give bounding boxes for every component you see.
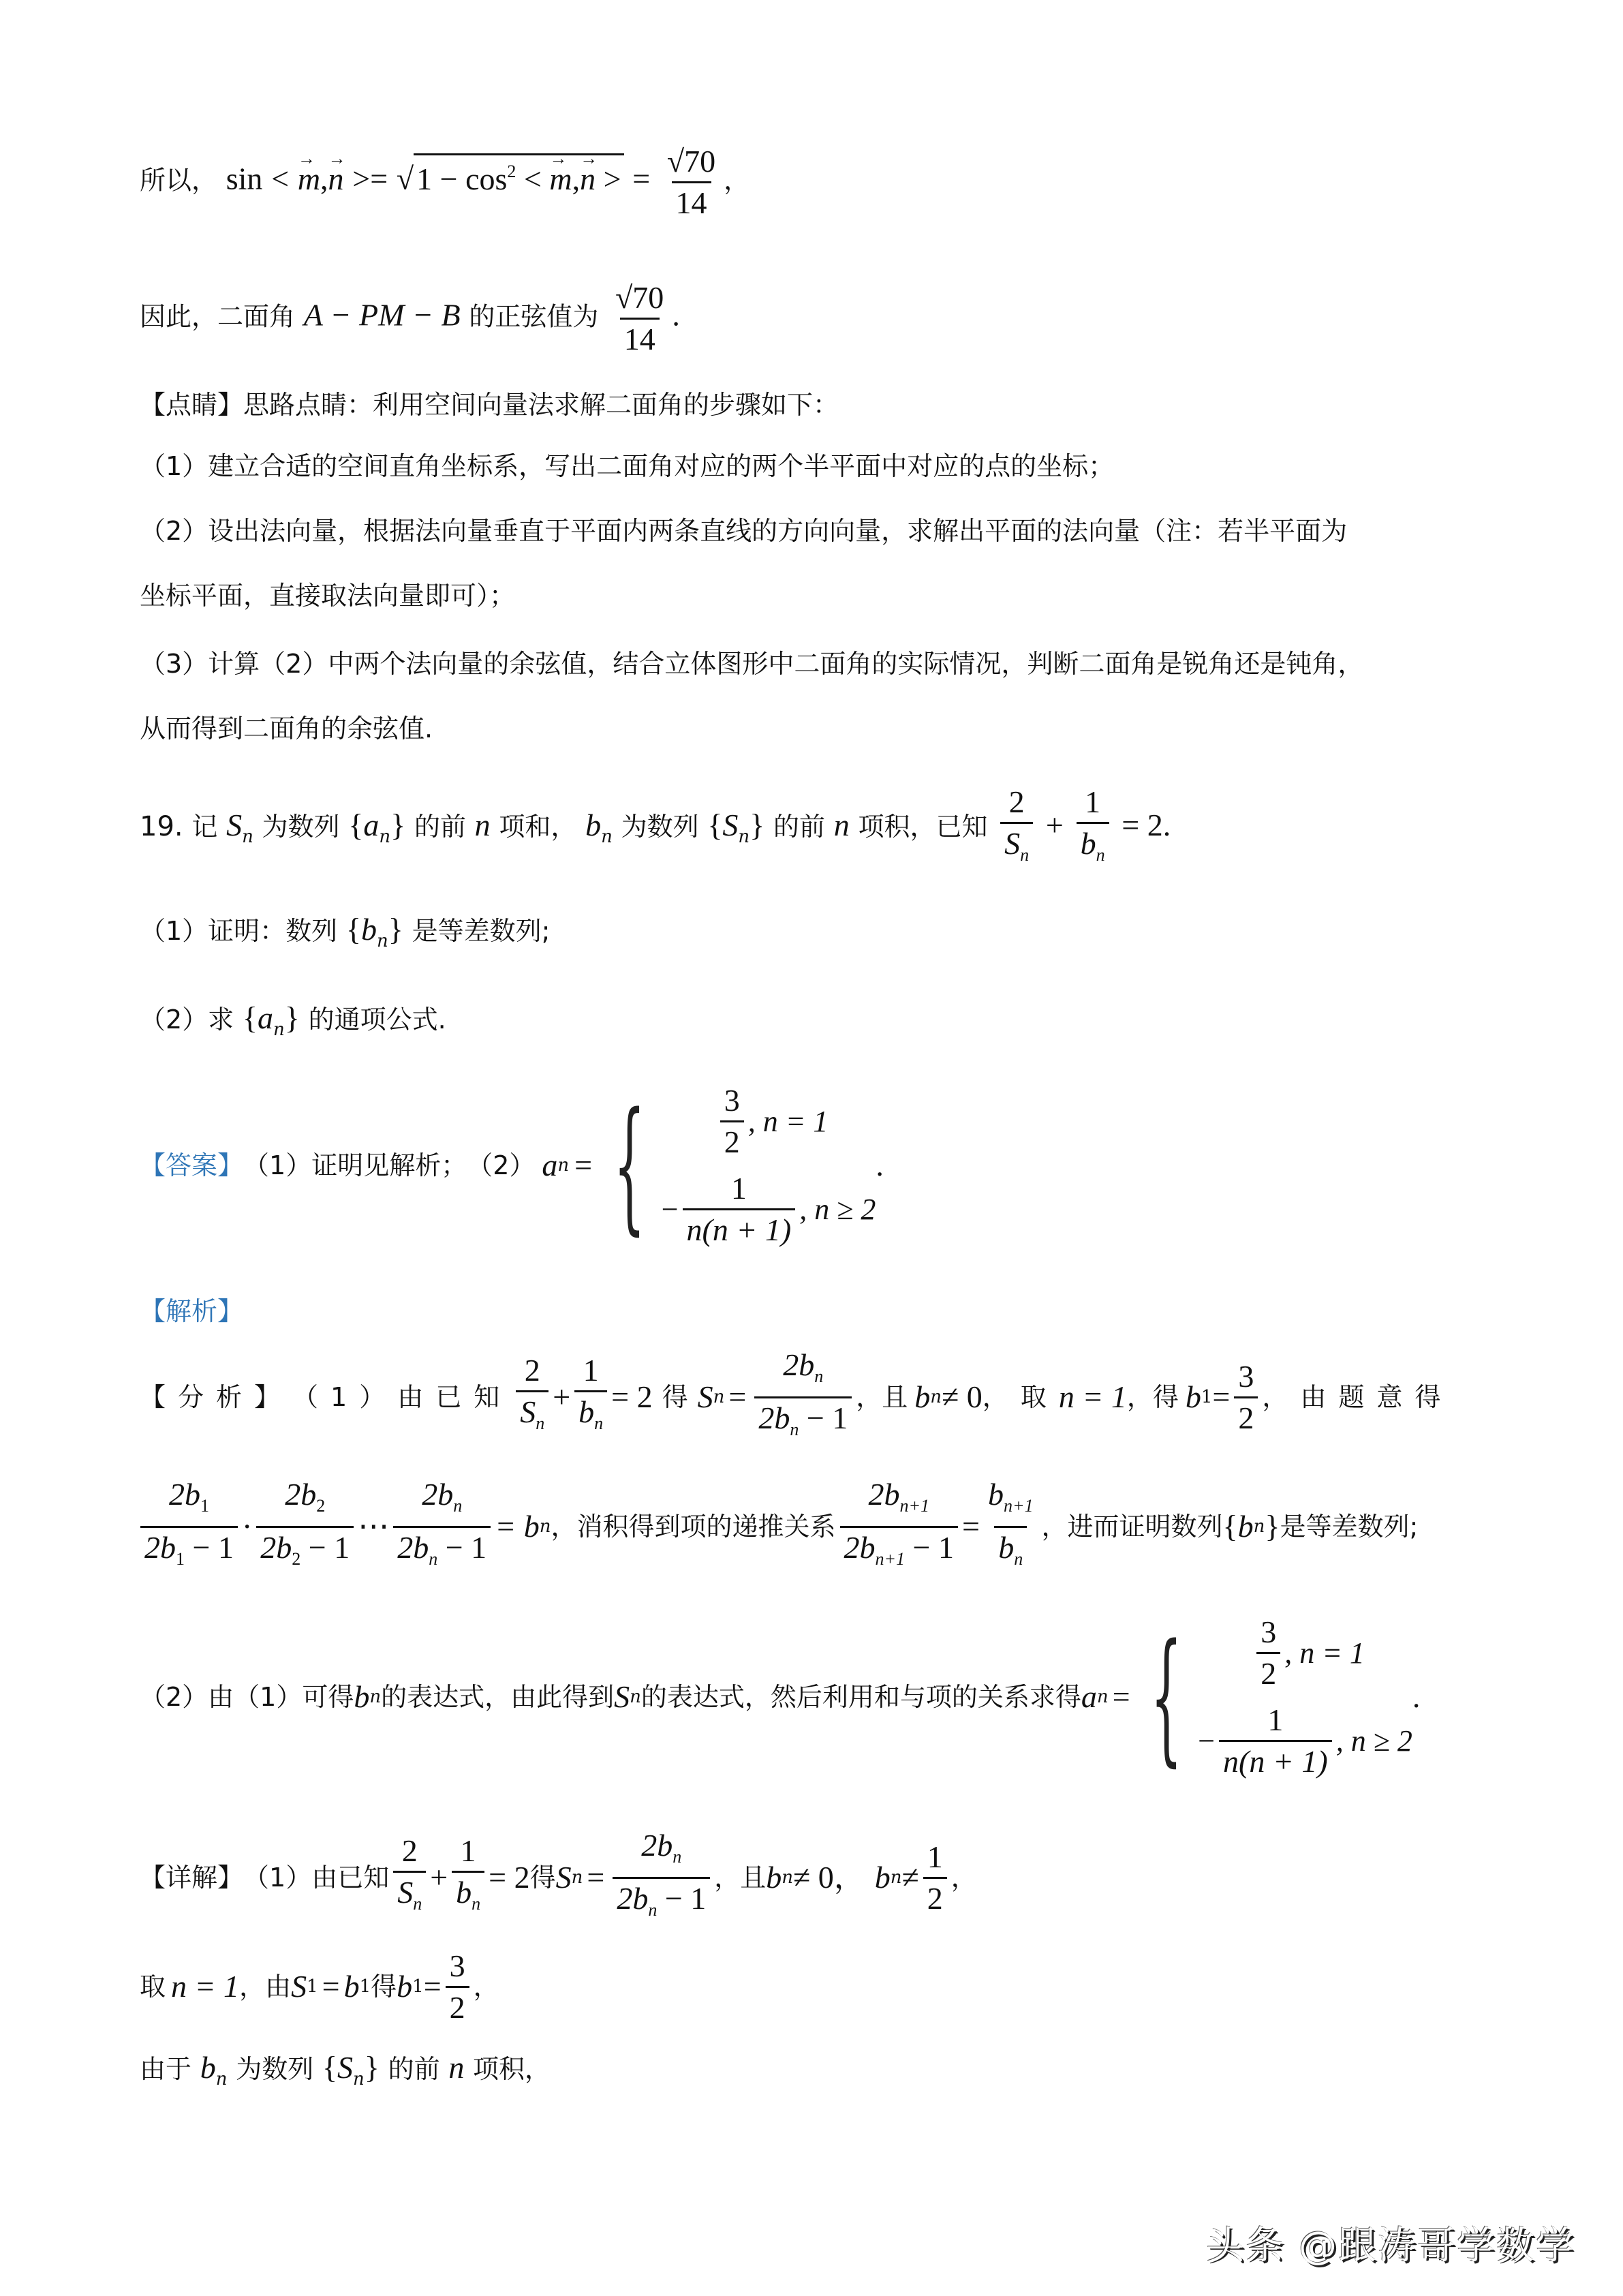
numerator: √70 <box>666 144 716 179</box>
tips-step-1: （1）建立合适的空间直角坐标系，写出二面角对应的两个半平面中对应的点的坐标； <box>140 451 1115 481</box>
left-brace-icon: { <box>1150 1613 1182 1780</box>
punct: . <box>672 297 680 333</box>
piecewise-formula <box>1134 1614 1412 1780</box>
subscript: n <box>353 2069 365 2090</box>
question-2: （2）求 $\{a_n\}$ 的通项公式. <box>140 1000 446 1040</box>
denominator: 2b <box>144 1529 176 1565</box>
subscript: n <box>1096 1687 1109 1707</box>
numerator: 2b <box>422 1476 454 1512</box>
text: （1）由已知 <box>292 1382 512 1412</box>
plus: + <box>430 1860 448 1895</box>
denominator: 2 <box>923 1877 947 1917</box>
punct: ， <box>473 1972 499 2002</box>
cos-term: 1 − cos <box>416 161 508 196</box>
subscript: n <box>738 827 750 847</box>
problem-19-statement: 19. 记 $S_n$ 为数列 $\{a_n\}$ 的前 n 项和， $b_n$ 为数列 $\{S_n\}$ 的前 n 项积，已知 $\frac{2}{S_n}$ + $\frac{1}{b_n}$ = 2. <box>140 784 1171 874</box>
subscript: n <box>594 1413 604 1433</box>
subscript: n <box>648 1899 658 1920</box>
numerator: b <box>987 1476 1004 1512</box>
vector-m: → m <box>549 163 572 196</box>
var-S: S <box>226 808 243 842</box>
subscript: n <box>215 2069 228 2090</box>
denominator: b <box>998 1529 1015 1565</box>
text: 得 <box>662 1382 688 1412</box>
var-b: b <box>585 808 602 842</box>
tips-step-2: （2）设出法向量，根据法向量垂直于平面内两条直线的方向向量，求解出平面的法向量（注：若半平面为 <box>140 516 1348 546</box>
denominator: 2 <box>720 1120 744 1161</box>
text: 因此，二面角 <box>140 301 296 332</box>
subscript: n <box>1014 1548 1023 1569</box>
denominator: 14 <box>620 318 660 358</box>
fenxi-line-1: 【分析】 （1）由已知 $\frac{2}{S_n}$ + $\frac{1}{b_n}$ = 2 得 S n = $\frac{2b_n}{2b_n - 1}$ ，且 b n ≠ 0 ，取 n = 1 ，得 b 1 = $\frac{3}{2}$ ，由题意得 <box>140 1356 1453 1438</box>
fraction-2-over-Sn <box>1000 784 1033 874</box>
subscript: n <box>377 931 388 951</box>
var-S: S <box>337 2050 354 2085</box>
subscript: n <box>429 1548 438 1569</box>
text: 项积，已知 <box>858 812 988 842</box>
var-S: S <box>555 1860 572 1895</box>
var-b: b <box>766 1860 782 1895</box>
sin-result-line <box>140 143 749 221</box>
subscript: n <box>1096 845 1105 865</box>
condition: , n ≥ 2 <box>1335 1724 1412 1758</box>
subscript: n <box>379 827 391 847</box>
equals: = <box>423 1969 442 2004</box>
denominator: 2b <box>397 1529 429 1565</box>
punct: . <box>876 1148 884 1182</box>
equals: = <box>728 1379 747 1414</box>
subscript: n <box>571 1867 583 1888</box>
text: 为数列 <box>236 2054 314 2084</box>
var-b: b <box>200 2050 216 2085</box>
condition: , n ≥ 2 <box>799 1192 876 1226</box>
text: 项积， <box>473 2054 551 2084</box>
detail-line-3: 由于 $b_n$ 为数列 $\{S_n\}$ 的前 n 项积， <box>140 2050 551 2090</box>
question-1: （1）证明：数列 $\{b_n\}$ 是等差数列; <box>140 912 551 951</box>
var-b: b <box>361 912 377 947</box>
square: 2 <box>507 161 516 181</box>
denominator: n(n + 1) <box>683 1208 796 1249</box>
text: （2） <box>467 1150 536 1180</box>
equals-2: = 2 <box>1122 808 1163 842</box>
angle-open: < <box>523 161 542 196</box>
var-a: a <box>258 1000 273 1035</box>
text: 的表达式，由此得到 <box>381 1682 615 1712</box>
subscript: n <box>539 1516 551 1537</box>
var-b: b <box>1185 1379 1201 1414</box>
denominator: 2 <box>446 1986 469 2026</box>
text: 得 <box>371 1972 397 2002</box>
tips-label: 【点睛】 <box>140 390 244 420</box>
fenxi-line-2: $\frac{2b_1}{2b_1 - 1}$ · $\frac{2b_2}{2b_2 - 1}$ ⋯ $\frac{2b_n}{2b_n - 1}$ = b n ，消积得到项的递推关系 $\frac{2b_{n+1}}{2b_{n+1} - 1}$ = $\frac{b_{n+1}}{b_n}$ ，进而证明数列 { b n } 是等差数列; <box>136 1486 1418 1567</box>
var-S: S <box>291 1969 307 2004</box>
denominator: 14 <box>672 181 711 221</box>
equals: = <box>1112 1679 1130 1714</box>
subscript: n <box>930 1387 942 1407</box>
denominator: n(n + 1) <box>1219 1740 1332 1780</box>
text: ，且 <box>714 1863 767 1893</box>
denominator: S <box>1004 826 1021 861</box>
subscript: n <box>790 1419 799 1439</box>
plus: + <box>1045 808 1064 842</box>
text: 记 <box>191 812 218 842</box>
var-S: S <box>697 1379 713 1414</box>
dihedral-sine-line <box>140 279 680 358</box>
angle-open: < <box>271 161 290 196</box>
text: 所以， <box>140 165 218 196</box>
subscript: n <box>472 1894 481 1914</box>
text: （1）证明见解析； <box>243 1150 467 1180</box>
text: （1）证明：数列 <box>140 916 338 946</box>
text: 的前 <box>773 812 825 842</box>
punct: ， <box>724 165 750 196</box>
condition: , n = 1 <box>1284 1636 1365 1670</box>
var-n: n <box>448 2050 465 2085</box>
tips-intro <box>140 388 839 421</box>
ellipsis: ⋯ <box>358 1509 390 1544</box>
subscript: n <box>890 1867 902 1888</box>
answer-line <box>140 1077 884 1254</box>
not-zero: ≠ 0， <box>793 1860 865 1895</box>
subscript: n <box>673 1846 682 1867</box>
denominator: 2b <box>617 1880 649 1916</box>
text: 的前 <box>388 2054 440 2084</box>
numerator: 2b <box>285 1476 317 1512</box>
subscript: n <box>630 1687 641 1707</box>
numerator: 3 <box>1261 1614 1277 1649</box>
numerator: 2b <box>868 1476 900 1512</box>
equals: = <box>574 1148 593 1182</box>
fraction-sqrt70-14 <box>663 143 720 221</box>
n-equals-1: n = 1 <box>171 1969 240 2004</box>
denominator: 2b <box>260 1529 292 1565</box>
numerator: 3 <box>1238 1358 1254 1394</box>
text: 的前 <box>414 812 466 842</box>
var-a: a <box>1081 1679 1097 1714</box>
tips-step-3-cont: 从而得到二面角的余弦值. <box>140 714 433 744</box>
denominator: 2 <box>1256 1652 1280 1692</box>
subscript: n <box>1020 845 1030 865</box>
equals-2: = 2 <box>611 1379 653 1414</box>
fraction-sqrt70-14 <box>611 279 668 358</box>
denominator: b <box>578 1394 595 1429</box>
subscript: n <box>536 1413 545 1433</box>
subscript: n <box>413 1894 422 1914</box>
text: ，消积得到项的递推关系 <box>551 1512 836 1542</box>
sqrt-icon: √ <box>396 161 414 196</box>
subscript: n <box>273 1020 285 1040</box>
var-n: n <box>833 808 850 842</box>
equals: = <box>1212 1379 1231 1414</box>
punct: ， <box>950 1863 977 1893</box>
denominator: b <box>1080 826 1096 861</box>
equals-2: = 2 <box>489 1860 530 1895</box>
equals: = <box>962 1509 980 1544</box>
sqrt-body: $1 - \cos^2$ < → m,→ n > <box>414 153 623 196</box>
var-a: a <box>542 1148 558 1182</box>
var-S: S <box>722 808 739 842</box>
denominator: b <box>456 1875 472 1910</box>
left-brace-icon: { <box>613 1082 646 1249</box>
text: ，进而证明数列 <box>1041 1512 1223 1542</box>
subscript: n <box>601 827 613 847</box>
var-b: b <box>354 1679 370 1714</box>
minus: − <box>1198 1724 1216 1758</box>
tips-step-2-cont: 坐标平面，直接取法向量即可）； <box>140 581 516 611</box>
not-equal: ≠ <box>901 1860 919 1895</box>
var-b: b <box>914 1379 931 1414</box>
text: 的正弦值为 <box>469 301 599 332</box>
text: 是等差数列; <box>1280 1512 1419 1542</box>
numerator: 1 <box>583 1353 599 1388</box>
detail-line-1: 【详解】 （1）由已知 $\frac{2}{S_n}$ + $\frac{1}{b_n}$ = 2 得 S n = $\frac{2b_n}{2b_n - 1}$ ，且 b n ≠ 0， b n ≠ $\frac{1}{2}$ ， <box>140 1833 977 1922</box>
denominator: 2 <box>1234 1396 1258 1437</box>
subscript: n <box>782 1867 794 1888</box>
numerator: 2 <box>1008 784 1025 819</box>
minus: − <box>661 1192 679 1226</box>
numerator: 2b <box>783 1347 815 1382</box>
not-zero: ≠ 0 <box>942 1379 983 1414</box>
vector-n: → n <box>580 163 596 196</box>
numerator: 2b <box>168 1476 200 1512</box>
subscript: n <box>713 1387 725 1407</box>
numerator: 1 <box>730 1171 747 1206</box>
numerator: 1 <box>460 1833 476 1868</box>
numerator: 1 <box>927 1839 943 1874</box>
vector-m: → m <box>298 163 320 196</box>
equals: = <box>587 1860 605 1895</box>
var-b: b <box>1237 1509 1254 1544</box>
tips-step-3: （3）计算（2）中两个法向量的余弦值，结合立体图形中二面角的实际情况，判断二面角是锐角还是钝角， <box>140 649 1364 679</box>
subscript: n <box>557 1155 570 1176</box>
plus: + <box>553 1379 571 1414</box>
numerator: √70 <box>615 280 664 315</box>
n-equals-1: n = 1 <box>1058 1379 1127 1414</box>
punct: . <box>1162 808 1171 842</box>
text: 是等差数列; <box>412 916 551 946</box>
comma: , <box>320 161 328 196</box>
detail-label: 【详解】 <box>140 1863 244 1893</box>
var-S: S <box>614 1679 630 1714</box>
denominator: S <box>520 1394 536 1429</box>
subscript: n <box>453 1495 463 1516</box>
text: （2）由（1）可得 <box>140 1682 354 1712</box>
angle-close-eq: >= <box>352 161 388 196</box>
var-b: b <box>397 1969 413 2004</box>
equals-bn: = b <box>495 1509 540 1544</box>
dihedral-expr: A − PM − B <box>303 297 461 333</box>
fenxi-line-3 <box>140 1608 1420 1786</box>
numerator: 2b <box>641 1827 673 1863</box>
fraction-1-over-bn <box>1077 784 1109 874</box>
minus-1: − 1 <box>799 1400 848 1435</box>
numerator: 2 <box>524 1353 540 1388</box>
numerator: 3 <box>724 1083 740 1118</box>
numerator: 1 <box>1267 1702 1284 1737</box>
text: （1）由已知 <box>243 1863 390 1893</box>
text: 为数列 <box>621 812 699 842</box>
text: ，得 <box>1126 1382 1179 1412</box>
var-a: a <box>363 808 380 842</box>
sin-fn: sin <box>226 161 263 196</box>
numerator: 1 <box>1085 784 1101 819</box>
text: （2）求 <box>140 1005 234 1035</box>
text: ，由 <box>239 1972 292 2002</box>
text: 的表达式，然后利用和与项的关系求得 <box>640 1682 1081 1712</box>
var-b: b <box>874 1860 891 1895</box>
numerator: 2 <box>401 1833 418 1868</box>
text: 得 <box>529 1863 556 1893</box>
denominator: S <box>397 1875 414 1910</box>
text: ，取 <box>982 1382 1059 1412</box>
text: ，由题意得 <box>1262 1382 1453 1412</box>
text: 思路点睛：利用空间向量法求解二面角的步骤如下： <box>243 390 839 420</box>
text: ，且 <box>856 1382 908 1412</box>
angle-close: > <box>603 161 621 196</box>
vector-n: → n <box>328 163 344 196</box>
subscript: n <box>814 1366 824 1386</box>
text: 为数列 <box>262 812 340 842</box>
condition: , n = 1 <box>747 1104 829 1138</box>
detail-line-2: 取 n = 1 ，由 S 1 = b 1 得 b 1 = $\frac{3}{2}$ ， <box>140 1948 499 2025</box>
equals: = <box>632 161 651 196</box>
equals: = <box>322 1969 340 2004</box>
numerator: 3 <box>449 1948 465 1983</box>
subscript: n <box>1253 1516 1265 1537</box>
var-n: n <box>474 808 491 842</box>
piecewise-formula <box>598 1082 876 1249</box>
text: 的通项公式. <box>308 1005 446 1035</box>
text: 取 <box>140 1972 166 2002</box>
text: 项和， <box>499 812 577 842</box>
watermark: 头条 @跟涛哥学数学 <box>1206 2224 1575 2268</box>
denominator: 2b <box>844 1529 876 1565</box>
punct: . <box>1412 1679 1421 1714</box>
text: 由于 <box>140 2054 192 2084</box>
subscript: n <box>242 827 253 847</box>
problem-number: 19. <box>140 811 183 842</box>
fenxi-label: 【分析】 <box>140 1382 293 1412</box>
var-b: b <box>343 1969 360 2004</box>
analysis-label: 【解析】 <box>140 1296 244 1326</box>
answer-label: 【答案】 <box>140 1150 244 1180</box>
denominator: 2b <box>758 1400 790 1435</box>
subscript: n <box>369 1687 382 1707</box>
